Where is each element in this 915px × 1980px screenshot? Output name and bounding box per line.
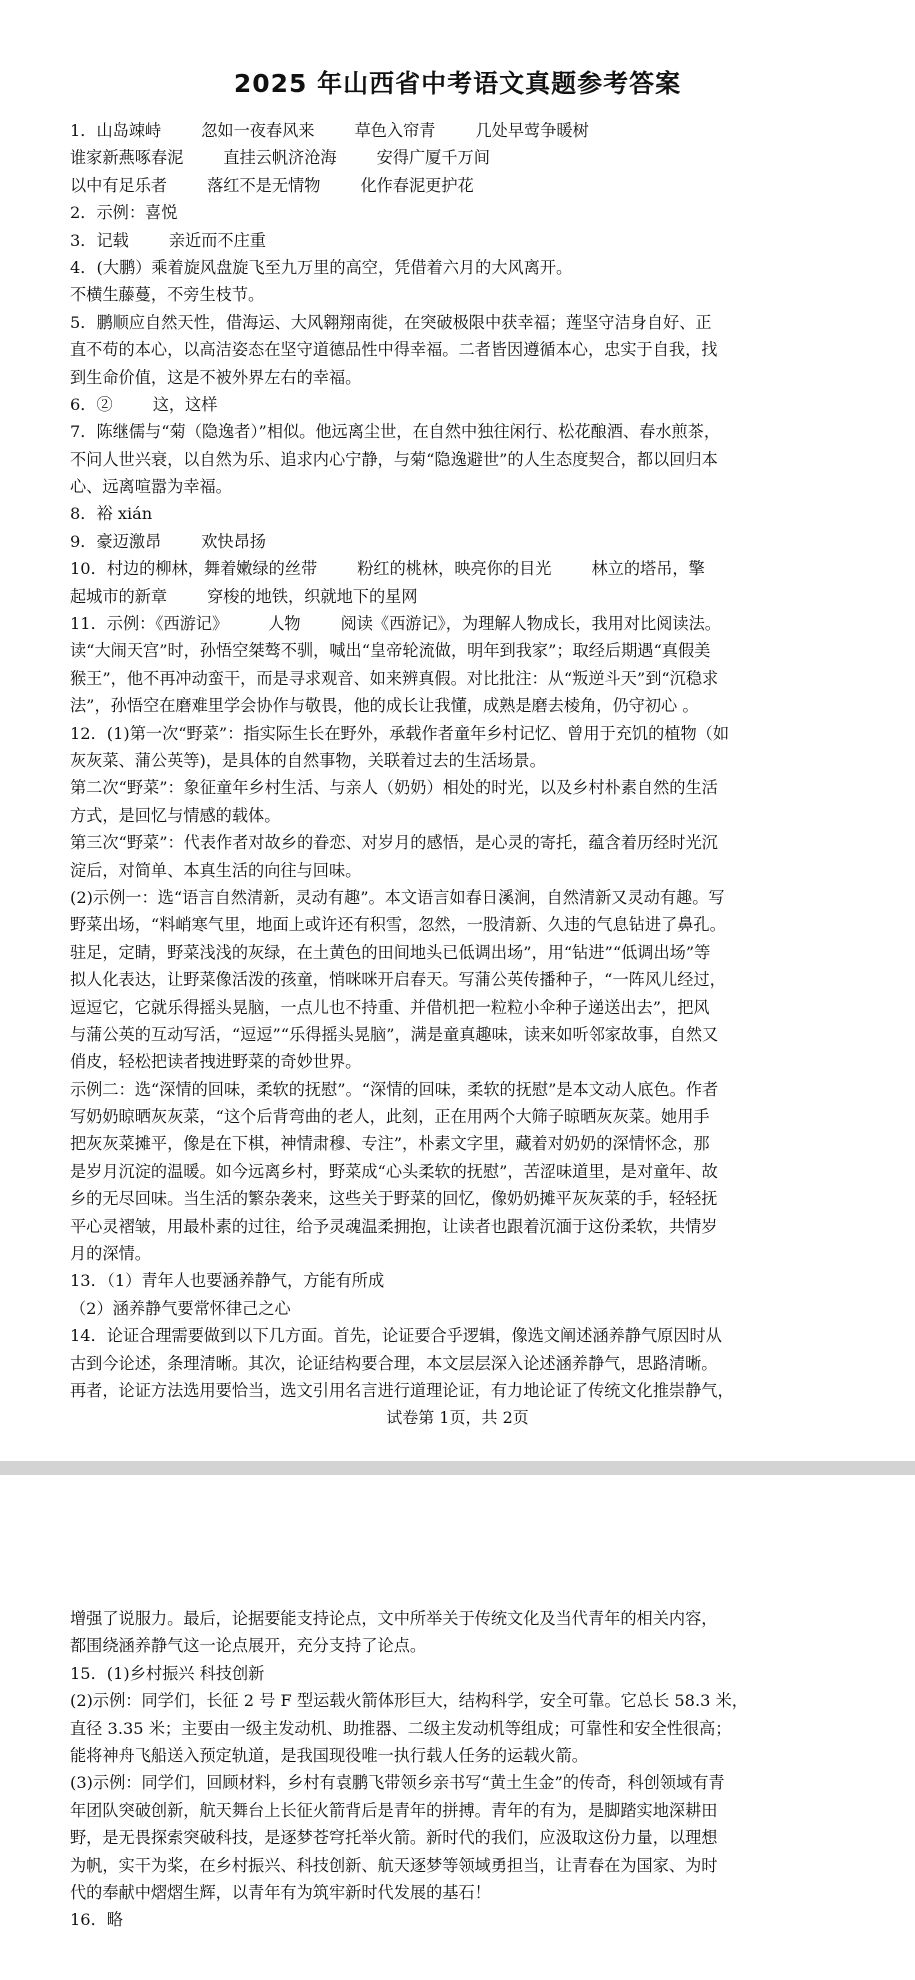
answer-line [70, 1021, 834, 1048]
answer-line [70, 1240, 834, 1267]
answer-text: 把灰灰菜摊平，像是在下棋，神情肃穆、专注”，朴素文字里，藏着对奶奶的深情怀念，那 [70, 1134, 710, 1154]
answer-text: 俏皮，轻松把读者拽进野菜的奇妙世界。 [70, 1052, 362, 1072]
answer-text: 落红不是无情物 [207, 175, 321, 195]
answer-line [70, 1824, 834, 1851]
answer-text: 化作春泥更护花 [360, 175, 474, 195]
answer-text: 亲近而不庄重 [168, 230, 266, 250]
answer-text: 年团队突破创新，航天舞台上长征火箭背后是青年的拼搏。青年的有为，是脚踏实地深耕田 [70, 1800, 718, 1820]
answer-text: 写奶奶晾晒灰灰菜，“这个后背弯曲的老人，此刻，正在用两个大筛子晾晒灰灰菜。她用手 [70, 1107, 710, 1127]
answer-text: 直径 3.35 米；主要由一级主发动机、助推器、二级主发动机等组成；可靠性和安全性很高； [70, 1718, 732, 1738]
answer-line [70, 692, 834, 719]
answer-line [70, 1130, 834, 1157]
answer-line [70, 1048, 834, 1075]
answer-line [70, 1687, 834, 1714]
answer-text: 直不苟的本心，以高洁姿态在坚守道德品性中得幸福。二者皆因遵循本心，忠实于自我，找 [70, 340, 718, 360]
page2-answers [70, 1605, 834, 1934]
answer-text: 古到今论述，条理清晰。其次，论证结构要合理，本文层层深入论述涵养静气，思路清晰。 [70, 1353, 718, 1373]
answer-text: 示例二：选“深情的回味，柔软的抚慰”。“深情的回味，柔软的抚慰”是本文动人底色。作者 [70, 1079, 719, 1099]
answer-line [70, 1852, 834, 1879]
answer-line [70, 391, 834, 418]
document-title: 2025 年山西省中考语文真题参考答案 [233, 69, 682, 98]
answer-text: 安得广厦千万间 [376, 148, 490, 168]
answer-text: 逗逗它，它就乐得摇头晃脑，一点儿也不持重、并借机把一粒粒小伞种子递送出去”，把风 [70, 997, 710, 1017]
answer-text: 驻足，定睛，野菜浅浅的灰绿，在土黄色的田间地头已低调出场”，用“钻进”“低调出场”等 [70, 942, 711, 962]
answer-line [70, 1158, 834, 1185]
answer-line [70, 1377, 834, 1404]
answer-text: 人物 [268, 614, 301, 634]
answer-text: 再者，论证方法选用要恰当，选文引用名言进行道理论证，有力地论证了传统文化推崇静气， [70, 1380, 734, 1400]
answer-text: 欢快昂扬 [201, 531, 266, 551]
answer-text: 2．示例：喜悦 [70, 203, 178, 223]
page1-answers [70, 117, 834, 1404]
answer-line [70, 144, 834, 171]
answer-line [70, 1797, 834, 1824]
answer-text: (2)示例：同学们，长征 2 号 F 型运载火箭体形巨大，结构科学，安全可靠。它总长 58.3 米， [70, 1691, 748, 1711]
answer-line [70, 1350, 834, 1377]
answer-line [70, 446, 834, 473]
answer-text: 16．略 [70, 1910, 123, 1930]
answer-text: 能将神舟飞船送入预定轨道，是我国现役唯一执行载人任务的运载火箭。 [70, 1745, 588, 1765]
answer-line [70, 500, 834, 527]
answer-line [70, 884, 834, 911]
answer-line [70, 1879, 834, 1906]
answer-line [70, 829, 834, 856]
answer-line [70, 1185, 834, 1212]
answer-text: 第二次“野菜”：象征童年乡村生活、与亲人（奶奶）相处的时光，以及乡村朴素自然的生活 [70, 778, 718, 798]
answer-line [70, 1906, 834, 1933]
page-footer: 试卷第 1页，共 2页 [386, 1408, 529, 1427]
answer-line [70, 966, 834, 993]
answer-line [70, 199, 834, 226]
answer-line [70, 1605, 834, 1632]
answer-text: 与蒲公英的互动写活，“逗逗”“乐得摇头晃脑”，满是童真趣味，读来如听邻家故事，自然又 [70, 1024, 719, 1044]
answer-text: 乡的无尽回味。当生活的繁杂袭来，这些关于野菜的回忆，像奶奶摊平灰灰菜的手，轻轻抚 [70, 1189, 718, 1209]
answer-text: 法”，孙悟空在磨难里学会协作与敬畏，他的成长让我懂，成熟是磨去棱角，仍守初心 。 [70, 696, 699, 716]
answer-text: 这，这样 [152, 394, 218, 414]
answer-line [70, 473, 834, 500]
answer-line [70, 1295, 834, 1322]
answer-text: 方式，是回忆与情感的载体。 [70, 805, 281, 825]
answer-text: 拟人化表达，让野菜像活泼的孩童，悄咪咪开启春天。写蒲公英传播种子，“一阵风儿经过， [70, 970, 726, 990]
answer-text: 野，是无畏探索突破科技，是逐梦苍穹托举火箭。新时代的我们，应汲取这份力量，以理想 [70, 1828, 718, 1848]
answer-text: 几处早莺争暖树 [475, 121, 589, 140]
answer-text: 是岁月沉淀的温暖。如今远离乡村，野菜成“心头柔软的抚慰”，苦涩味道里，是对童年、故 [70, 1161, 718, 1181]
answer-line [70, 1769, 834, 1796]
answer-text: 6．② [70, 394, 113, 414]
answer-text: 13．（1）青年人也要涵养静气，方能有所成 [70, 1271, 385, 1291]
answer-text: 以中有足乐者 [70, 175, 168, 195]
answer-line [70, 117, 834, 144]
answer-line [70, 1632, 834, 1659]
answer-text: 代的奉献中熠熠生辉，以青年有为筑牢新时代发展的基石！ [70, 1882, 491, 1902]
answer-line [70, 583, 834, 610]
answer-text: 野菜出场，“料峭寒气里，地面上或许还有积雪，忽然，一股清新、久违的气息钻进了鼻孔。 [70, 915, 726, 935]
answer-line [70, 774, 834, 801]
answer-text: 14．论证合理需要做到以下几方面。首先，论证要合乎逻辑，像选文阐述涵养静气原因时从 [70, 1326, 722, 1346]
answer-text: 直挂云帆济沧海 [223, 148, 337, 168]
answer-text: 读“大闹天宫”时，孙悟空桀骜不驯，喊出“皇帝轮流做，明年到我家”；取经后期遇“真假美 [70, 641, 711, 661]
answer-text: 增强了说服力。最后，论据要能支持论点，文中所举关于传统文化及当代青年的相关内容， [70, 1609, 718, 1628]
answer-line [70, 610, 834, 637]
answer-text: 到生命价值，这是不被外界左右的幸福。 [70, 367, 362, 387]
answer-text: 为帆，实干为桨，在乡村振兴、科技创新、航天逐梦等领域勇担当，让青春在为国家、为时 [70, 1855, 718, 1875]
answer-line [70, 364, 834, 391]
answer-line [70, 227, 834, 254]
answer-line [70, 418, 834, 445]
answer-line [70, 637, 834, 664]
answer-text: 猴王”，他不再冲动蛮干，而是寻求观音、如来辨真假。对比批注：从“叛逆斗天”到“沉稳求 [70, 668, 719, 688]
answer-text: 平心灵褶皱，用最朴素的过往，给予灵魂温柔拥抱，让读者也跟着沉湎于这份柔软，共情岁 [70, 1216, 718, 1236]
answer-text: 谁家新燕啄春泥 [70, 148, 184, 168]
answer-text: 忽如一夜春风来 [201, 121, 315, 140]
answer-line [70, 720, 834, 747]
answer-line [70, 747, 834, 774]
answer-line [70, 1742, 834, 1769]
answer-line [70, 309, 834, 336]
answer-line [70, 555, 834, 582]
answer-text: 10．村边的柳林，舞着嫩绿的丝带 [70, 559, 318, 579]
answer-text: 淀后，对简单、本真生活的向往与回味。 [70, 860, 362, 880]
answer-text: 15．(1)乡村振兴 科技创新 [70, 1663, 265, 1683]
answer-text: 灰灰菜、蒲公英等)，是具体的自然事物，关联着过去的生活场景。 [70, 750, 546, 770]
answer-text: 穿梭的地铁，织就地下的星网 [207, 586, 418, 606]
answer-line [70, 1213, 834, 1240]
answer-line [70, 1103, 834, 1130]
answer-text: 月的深情。 [70, 1244, 151, 1264]
answer-text: （2）涵养静气要常怀律己之心 [70, 1298, 291, 1318]
answer-line [70, 336, 834, 363]
answer-text: 7．陈继儒与“菊（隐逸者）”相似。他远离尘世，在自然中独往闲行、松花酿酒、春水煎茶， [70, 422, 721, 442]
answer-text: 3．记载 [70, 230, 129, 250]
answer-text: 起城市的新章 [70, 586, 168, 606]
page-divider [0, 1461, 915, 1475]
answer-line [70, 857, 834, 884]
answer-text: (2)示例一：选“语言自然清新，灵动有趣”。本文语言如春日溪涧，自然清新又灵动有趣。写 [70, 887, 725, 907]
answer-text: 心、远离喧嚣为幸福。 [70, 477, 232, 497]
answer-page-2 [0, 1475, 915, 1980]
answer-text: 都围绕涵养静气这一论点展开，充分支持了论点。 [70, 1636, 427, 1656]
answer-text: (3)示例：同学们，回顾材料，乡村有袁鹏飞带领乡亲书写“黄土生金”的传奇，科创领域有青 [70, 1773, 725, 1793]
answer-line [70, 1715, 834, 1742]
answer-line [70, 1660, 834, 1687]
answer-text: 9．豪迈激昂 [70, 531, 162, 551]
answer-line [70, 994, 834, 1021]
answer-text: 8．裕 xián [70, 504, 153, 524]
answer-line [70, 528, 834, 555]
answer-text: 粉红的桃林，映亮你的目光 [357, 559, 552, 579]
answer-text: 不横生藤蔓，不旁生枝节。 [70, 285, 265, 305]
answer-line [70, 1267, 834, 1294]
answer-line [70, 254, 834, 281]
answer-line [70, 1322, 834, 1349]
answer-line [70, 939, 834, 966]
answer-text: 林立的塔吊，擎 [591, 559, 705, 579]
answer-line [70, 172, 834, 199]
answer-line [70, 1076, 834, 1103]
answer-text: 草色入帘青 [354, 121, 436, 140]
answer-line [70, 281, 834, 308]
answer-line [70, 802, 834, 829]
answer-text: 4．(大鹏）乘着旋风盘旋飞至九万里的高空，凭借着六月的大风离开。 [70, 257, 573, 277]
answer-line [70, 911, 834, 938]
answer-text: 11．示例：《西游记》 [70, 614, 229, 634]
answer-text: 阅读《西游记》，为理解人物成长，我用对比阅读法。 [340, 614, 721, 634]
answer-text: 12．(1)第一次“野菜”：指实际生长在野外，承载作者童年乡村记忆、曾用于充饥的植物（如 [70, 723, 730, 743]
answer-text: 不问人世兴衰，以自然为乐、追求内心宁静，与菊“隐逸避世”的人生态度契合，都以回归本 [70, 449, 718, 469]
answer-text: 1．山岛竦峙 [70, 121, 162, 140]
answer-line [70, 665, 834, 692]
answer-text: 5．鹏顺应自然天性，借海运、大风翱翔南徙，在突破极限中获幸福；莲坚守洁身自好、正 [70, 312, 712, 332]
answer-text: 第三次“野菜”：代表作者对故乡的眷恋、对岁月的感悟，是心灵的寄托，蕴含着历经时光沉 [70, 833, 718, 853]
